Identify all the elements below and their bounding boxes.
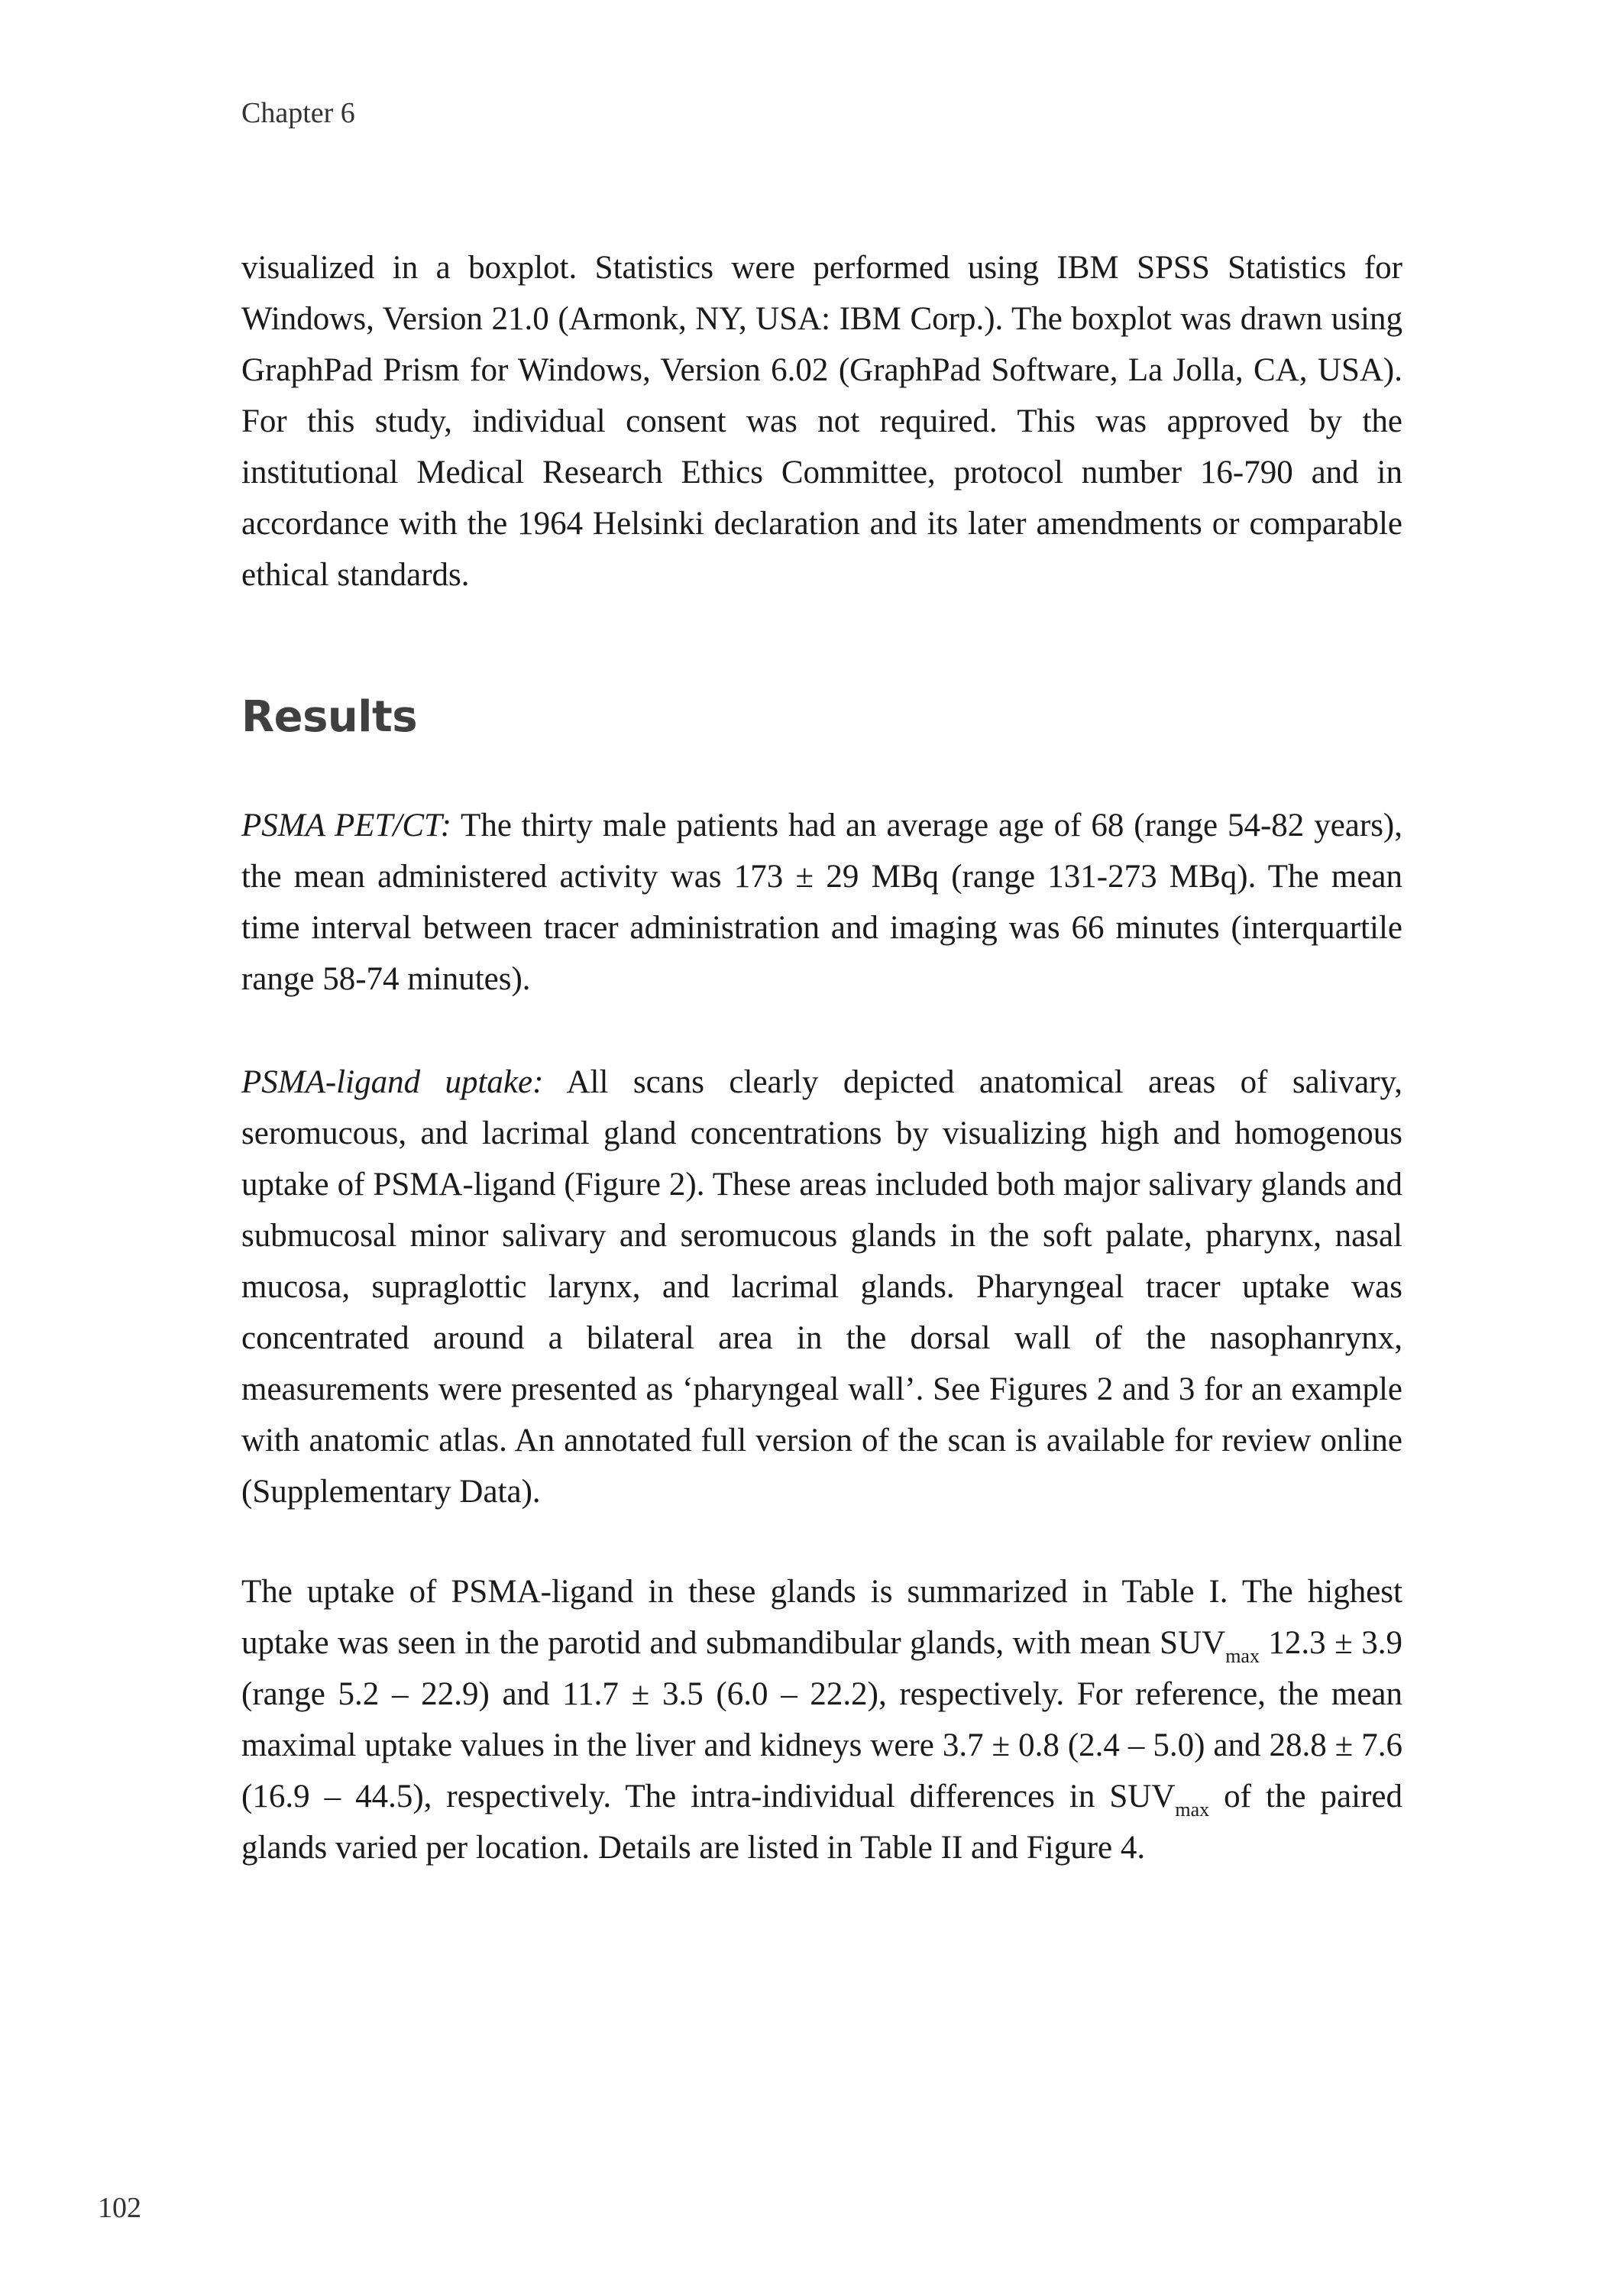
uptake-summary-text-part3: of the paired glands varied per location. Details are listed in Table II and Figure 4. [241, 1779, 1402, 1866]
uptake-summary-paragraph [241, 1566, 1402, 1873]
page-number: 102 [98, 2192, 141, 2224]
psma-ligand-uptake-text: All scans clearly depicted anatomical areas of salivary, seromucous, and lacrimal gland concentrations by visualizing high and homogenous uptake of PSMA-ligand (Figure 2). These areas included both major salivary glands and submucosal minor salivary and seromucous glands in the soft palate, pharynx, nasal mucosa, supraglottic larynx, and lacrimal glands. Pharyngeal tracer uptake was concentrated around a bilateral area in the dorsal wall of the nasophanrynx, measurements were presented as ‘pharyngeal wall’. See Figures 2 and 3 for an example with anatomic atlas. An annotated full version of the scan is available for review online (Supplementary Data). [241, 1064, 1402, 1510]
intro-text: visualized in a boxplot. Statistics were performed using IBM SPSS Statistics for Windows, Version 21.0 (Armonk, NY, USA: IBM Corp.). The boxplot was drawn using GraphPad Prism for Windows, Version 6.02 (GraphPad Software, La Jolla, CA, USA). For this study, individual consent was not required. This was approved by the institutional Medical Research Ethics Committee, protocol number 16-790 and in accordance with the 1964 Helsinki declaration and its later amendments or comparable ethical standards. [241, 250, 1402, 593]
intro-paragraph [241, 242, 1402, 601]
section-heading-results: Results [241, 692, 418, 742]
uptake-summary-text-part1: The uptake of PSMA-ligand in these glands is summarized in Table I. The highest uptake was seen in the parotid and submandibular glands, with mean SUV [241, 1574, 1402, 1661]
running-head: Chapter 6 [241, 97, 355, 129]
psma-petct-paragraph [241, 800, 1402, 1005]
uptake-summary-text-part2: 12.3 ± 3.9 (range 5.2 – 22.9) and 11.7 ± 3.5 (6.0 – 22.2), respectively. For reference, the mean maximal uptake values in the liver and kidneys were 3.7 ± 0.8 (2.4 – 5.0) and 28.8 ± 7.6 (16.9 – 44.5), respectively. The intra-individual differences in SUV [241, 1625, 1402, 1814]
suv-max-subscript: max [1175, 1798, 1210, 1821]
psma-petct-text: The thirty male patients had an average age of 68 (range 54-82 years), the mean administered activity was 173 ± 29 MBq (range 131-273 MBq). The mean time interval between tracer administration and imaging was 66 minutes (interquartile range 58-74 minutes). [241, 808, 1402, 997]
psma-petct-lead-in: PSMA PET/CT: [241, 808, 451, 843]
psma-ligand-uptake-paragraph [241, 1057, 1402, 1517]
suv-max-subscript: max [1225, 1645, 1260, 1667]
psma-ligand-uptake-lead-in: PSMA-ligand uptake: [241, 1064, 544, 1100]
